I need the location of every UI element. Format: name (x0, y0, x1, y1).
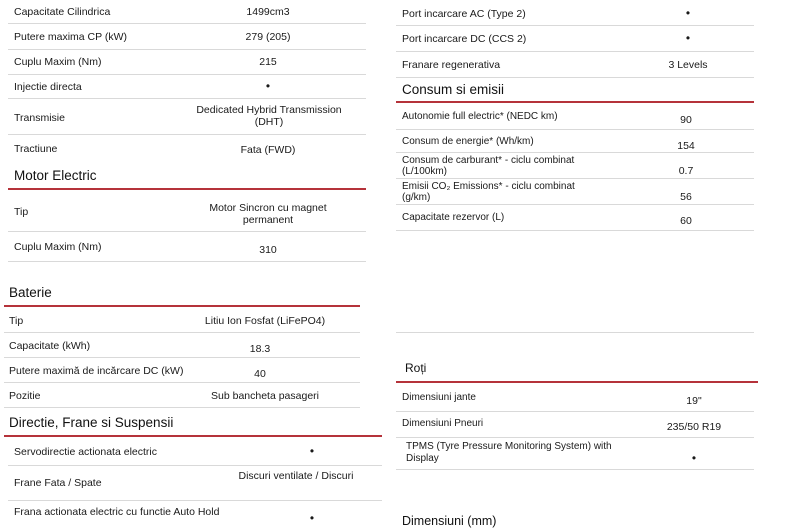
spec-value: 310 (259, 244, 277, 256)
section-underline (396, 101, 754, 103)
spec-value: 40 (254, 368, 266, 380)
spec-value: Sub bancheta pasageri (211, 390, 319, 402)
row-divider (396, 204, 754, 205)
row-divider (8, 465, 382, 466)
row-divider (8, 231, 366, 232)
row-divider (396, 437, 754, 438)
spec-label: Capacitate rezervor (L) (402, 212, 505, 223)
spec-value: 3 Levels (668, 59, 708, 71)
row-divider (396, 51, 754, 52)
row-divider (396, 332, 754, 333)
spec-label: Pozitie (9, 390, 41, 402)
spec-value: Discuri ventilate / Discuri (238, 470, 354, 482)
spec-label: Port incarcare AC (Type 2) (402, 8, 526, 20)
section-title-baterie: Baterie (9, 285, 52, 300)
row-divider (396, 77, 754, 78)
section-title-roti: Roți (405, 361, 427, 375)
section-underline (8, 188, 366, 190)
spec-label: TPMS (Tyre Pressure Monitoring System) with Display (406, 441, 612, 464)
spec-label: Frane Fata / Spate (14, 477, 102, 489)
row-divider (8, 500, 382, 501)
spec-value: 235/50 R19 (666, 421, 722, 433)
row-divider (396, 129, 754, 130)
row-divider (396, 230, 754, 231)
spec-label: Emisii CO₂ Emissions* - ciclu combinat (g/km) (402, 181, 575, 203)
section-underline (4, 305, 360, 307)
spec-label: Tip (14, 206, 29, 218)
section-underline (4, 435, 382, 437)
spec-label: Capacitate (kWh) (9, 340, 91, 352)
section-title-dimensiuni: Dimensiuni (mm) (402, 514, 497, 528)
spec-value: 154 (677, 140, 695, 152)
spec-label: Franare regenerativa (402, 59, 501, 71)
spec-label: Injectie directa (14, 81, 82, 93)
spec-value-bullet: • (309, 511, 315, 525)
spec-value: 18.3 (249, 343, 271, 355)
spec-label: Tip (9, 315, 24, 327)
row-divider (396, 469, 754, 470)
spec-label: Transmisie (14, 112, 65, 124)
row-divider (8, 49, 366, 50)
row-divider (396, 411, 754, 412)
row-divider (4, 332, 360, 333)
spec-value: 60 (680, 215, 692, 227)
spec-value-bullet: • (265, 79, 271, 93)
section-underline (396, 381, 758, 383)
row-divider (8, 98, 366, 99)
spec-label: Dimensiuni Pneuri (402, 418, 484, 429)
row-divider (8, 134, 366, 135)
row-divider (4, 357, 360, 358)
row-divider (396, 25, 754, 26)
spec-value: 215 (259, 56, 277, 68)
spec-value: Litiu Ion Fosfat (LiFePO4) (204, 315, 326, 327)
spec-value: 19" (686, 395, 702, 407)
spec-label: Frana actionata electric cu functie Auto Hold (14, 506, 220, 518)
spec-value: 56 (680, 191, 692, 203)
spec-label: Consum de carburant* - ciclu combinat (L/100km) (402, 155, 575, 177)
spec-value-bullet: • (685, 6, 691, 20)
spec-value: 90 (680, 114, 692, 126)
row-divider (8, 23, 366, 24)
spec-label: Autonomie full electric* (NEDC km) (402, 111, 558, 122)
row-divider (4, 407, 360, 408)
spec-value: Dedicated Hybrid Transmission (DHT) (196, 104, 342, 128)
spec-label: Dimensiuni jante (402, 392, 476, 403)
spec-value: Motor Sincron cu magnet permanent (209, 202, 327, 226)
spec-value: 279 (205) (245, 31, 291, 43)
row-divider (396, 152, 754, 153)
spec-value: Fata (FWD) (240, 144, 296, 156)
section-title-consum: Consum si emisii (402, 82, 505, 97)
spec-label: Tractiune (14, 143, 58, 155)
spec-value-bullet: • (309, 444, 315, 458)
spec-value: 1499cm3 (246, 6, 290, 18)
spec-label: Servodirectie actionata electric (14, 446, 157, 458)
spec-label: Consum de energie* (Wh/km) (402, 136, 534, 147)
spec-label: Cuplu Maxim (Nm) (14, 241, 102, 253)
section-title-motor-electric: Motor Electric (14, 168, 97, 183)
spec-label: Capacitate Cilindrica (14, 6, 111, 18)
row-divider (8, 261, 366, 262)
spec-value: 0.7 (678, 165, 694, 177)
section-title-directie: Directie, Frane si Suspensii (9, 415, 174, 430)
spec-value-bullet: • (691, 451, 697, 465)
row-divider (4, 382, 360, 383)
spec-label: Cuplu Maxim (Nm) (14, 56, 102, 68)
spec-label: Port incarcare DC (CCS 2) (402, 33, 527, 45)
spec-value-bullet: • (685, 31, 691, 45)
spec-label: Putere maximă de incărcare DC (kW) (9, 365, 184, 377)
row-divider (8, 74, 366, 75)
row-divider (396, 178, 754, 179)
spec-label: Putere maxima CP (kW) (14, 31, 127, 43)
